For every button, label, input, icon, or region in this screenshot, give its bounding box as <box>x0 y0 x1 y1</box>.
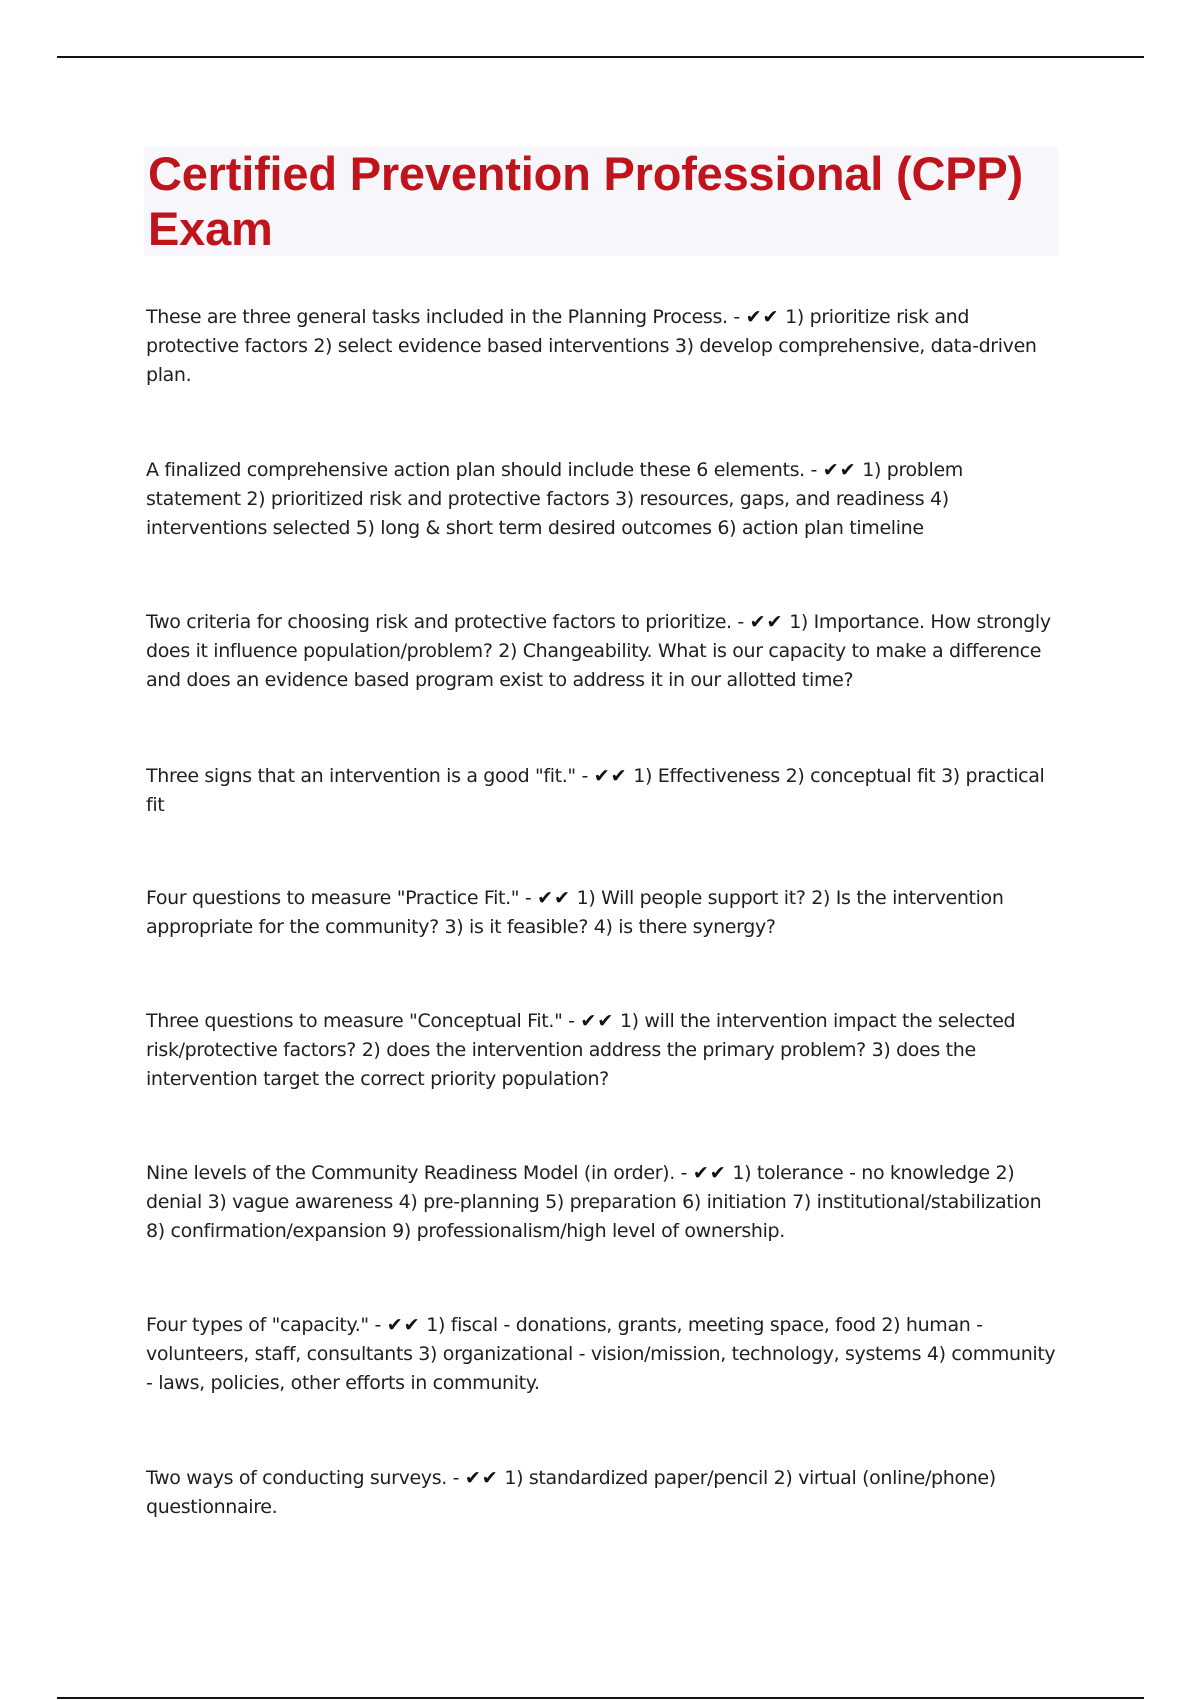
title-banner <box>144 146 1058 256</box>
answer-text: 1) tolerance - no knowledge 2) denial 3) vague awareness 4) pre-planning 5) preparation 6) initiation 7) institutional/stabilization 8) confirmation/expansion 9) professionalism/high level of ownership. <box>146 1162 1042 1242</box>
check-marks-icon: ✔✔ <box>822 459 857 481</box>
answer-text: 1) will the intervention impact the selected risk/protective factors? 2) does the intervention address the primary problem? 3) does the intervention target the correct priority population? <box>146 1010 1016 1090</box>
question-text: Three questions to measure "Conceptual Fit." - <box>146 1010 575 1032</box>
qa-entry <box>146 1311 1058 1398</box>
answer-text: 1) standardized paper/pencil 2) virtual (online/phone) questionnaire. <box>146 1467 996 1518</box>
bottom-rule <box>57 1697 1144 1699</box>
answer-text: 1) problem statement 2) prioritized risk and protective factors 3) resources, gaps, and readiness 4) interventions selected 5) long & short term desired outcomes 6) action plan timeline <box>146 459 963 539</box>
check-marks-icon: ✔✔ <box>580 1010 615 1032</box>
qa-entry <box>146 762 1058 820</box>
answer-text: 1) Effectiveness 2) conceptual fit 3) practical fit <box>146 765 1045 816</box>
document-title: Certified Prevention Professional (CPP) Exam <box>148 147 1023 255</box>
check-marks-icon: ✔✔ <box>749 611 784 633</box>
question-text: Two criteria for choosing risk and protective factors to prioritize. - <box>146 611 744 633</box>
answer-text: 1) prioritize risk and protective factors 2) select evidence based interventions 3) develop comprehensive, data-driven plan. <box>146 306 1037 386</box>
qa-entry <box>146 303 1058 390</box>
check-marks-icon: ✔✔ <box>745 306 780 328</box>
question-text: These are three general tasks included in the Planning Process. - <box>146 306 740 328</box>
check-marks-icon: ✔✔ <box>464 1467 499 1489</box>
qa-entry <box>146 608 1058 695</box>
question-text: Four types of "capacity." - <box>146 1314 381 1336</box>
qa-entry <box>146 1159 1058 1246</box>
qa-entry <box>146 1007 1058 1094</box>
top-rule <box>57 56 1144 58</box>
check-marks-icon: ✔✔ <box>537 887 571 909</box>
answer-text: 1) fiscal - donations, grants, meeting space, food 2) human - volunteers, staff, consultants 3) organizational - vision/mission, technology, systems 4) community - laws, policies, other efforts in community. <box>146 1314 1056 1394</box>
qa-entry <box>146 456 1058 543</box>
question-text: Four questions to measure "Practice Fit." - <box>146 887 532 909</box>
question-text: Nine levels of the Community Readiness Model (in order). - <box>146 1162 688 1184</box>
check-marks-icon: ✔✔ <box>593 765 628 787</box>
qa-entry <box>146 884 1058 942</box>
check-marks-icon: ✔✔ <box>692 1162 727 1184</box>
question-text: Two ways of conducting surveys. - <box>146 1467 460 1489</box>
answer-text: 1) Will people support it? 2) Is the intervention appropriate for the community? 3) is it feasible? 4) is there synergy? <box>146 887 1004 938</box>
qa-entry <box>146 1464 1058 1522</box>
question-text: A finalized comprehensive action plan should include these 6 elements. - <box>146 459 818 481</box>
check-marks-icon: ✔✔ <box>386 1314 421 1336</box>
question-text: Three signs that an intervention is a good "fit." - <box>146 765 589 787</box>
answer-text: 1) Importance. How strongly does it influence population/problem? 2) Changeability. What is our capacity to make a difference and does an evidence based program exist to address it in our allotted time? <box>146 611 1051 691</box>
